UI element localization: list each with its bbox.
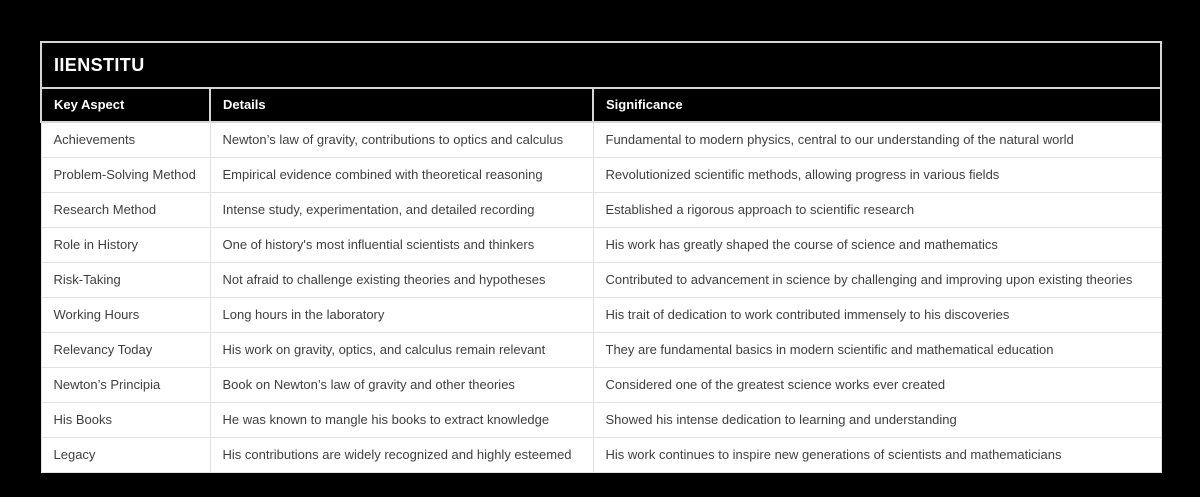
- table-panel: [40, 41, 1160, 473]
- column-header-key-aspect: Key Aspect: [41, 88, 210, 122]
- cell-significance: Fundamental to modern physics, central to our understanding of the natural world: [593, 122, 1161, 158]
- table-row: [41, 193, 1161, 228]
- column-header-significance: Significance: [593, 88, 1161, 122]
- cell-details: Intense study, experimentation, and detailed recording: [210, 193, 593, 228]
- cell-details: One of history's most influential scientists and thinkers: [210, 228, 593, 263]
- title-row: [41, 42, 1161, 88]
- cell-key-aspect: Problem-Solving Method: [41, 158, 210, 193]
- table-row: [41, 263, 1161, 298]
- cell-key-aspect: Role in History: [41, 228, 210, 263]
- table-row: [41, 333, 1161, 368]
- table-row: [41, 228, 1161, 263]
- cell-significance: Revolutionized scientific methods, allowing progress in various fields: [593, 158, 1161, 193]
- cell-significance: His work continues to inspire new generations of scientists and mathematicians: [593, 438, 1161, 473]
- cell-key-aspect: His Books: [41, 403, 210, 438]
- column-header-row: [41, 88, 1161, 122]
- cell-key-aspect: Risk-Taking: [41, 263, 210, 298]
- cell-key-aspect: Achievements: [41, 122, 210, 158]
- table-row: [41, 403, 1161, 438]
- table-row: [41, 368, 1161, 403]
- cell-key-aspect: Research Method: [41, 193, 210, 228]
- cell-significance: Considered one of the greatest science works ever created: [593, 368, 1161, 403]
- cell-details: Not afraid to challenge existing theories and hypotheses: [210, 263, 593, 298]
- cell-details: Long hours in the laboratory: [210, 298, 593, 333]
- newton-aspects-table: [40, 41, 1162, 473]
- table-body: [41, 122, 1161, 473]
- table-row: [41, 298, 1161, 333]
- cell-key-aspect: Newton’s Principia: [41, 368, 210, 403]
- cell-details: His contributions are widely recognized and highly esteemed: [210, 438, 593, 473]
- cell-significance: They are fundamental basics in modern scientific and mathematical education: [593, 333, 1161, 368]
- cell-significance: Showed his intense dedication to learning and understanding: [593, 403, 1161, 438]
- column-header-details: Details: [210, 88, 593, 122]
- cell-key-aspect: Relevancy Today: [41, 333, 210, 368]
- cell-details: Book on Newton’s law of gravity and other theories: [210, 368, 593, 403]
- cell-key-aspect: Working Hours: [41, 298, 210, 333]
- cell-significance: Established a rigorous approach to scientific research: [593, 193, 1161, 228]
- cell-details: Newton’s law of gravity, contributions to optics and calculus: [210, 122, 593, 158]
- cell-significance: Contributed to advancement in science by challenging and improving upon existing theories: [593, 263, 1161, 298]
- cell-details: Empirical evidence combined with theoretical reasoning: [210, 158, 593, 193]
- cell-significance: His trait of dedication to work contributed immensely to his discoveries: [593, 298, 1161, 333]
- cell-details: He was known to mangle his books to extract knowledge: [210, 403, 593, 438]
- cell-significance: His work has greatly shaped the course of science and mathematics: [593, 228, 1161, 263]
- page-title: IIENSTITU: [41, 42, 1161, 88]
- cell-details: His work on gravity, optics, and calculus remain relevant: [210, 333, 593, 368]
- cell-key-aspect: Legacy: [41, 438, 210, 473]
- table-row: [41, 158, 1161, 193]
- table-row: [41, 122, 1161, 158]
- table-row: [41, 438, 1161, 473]
